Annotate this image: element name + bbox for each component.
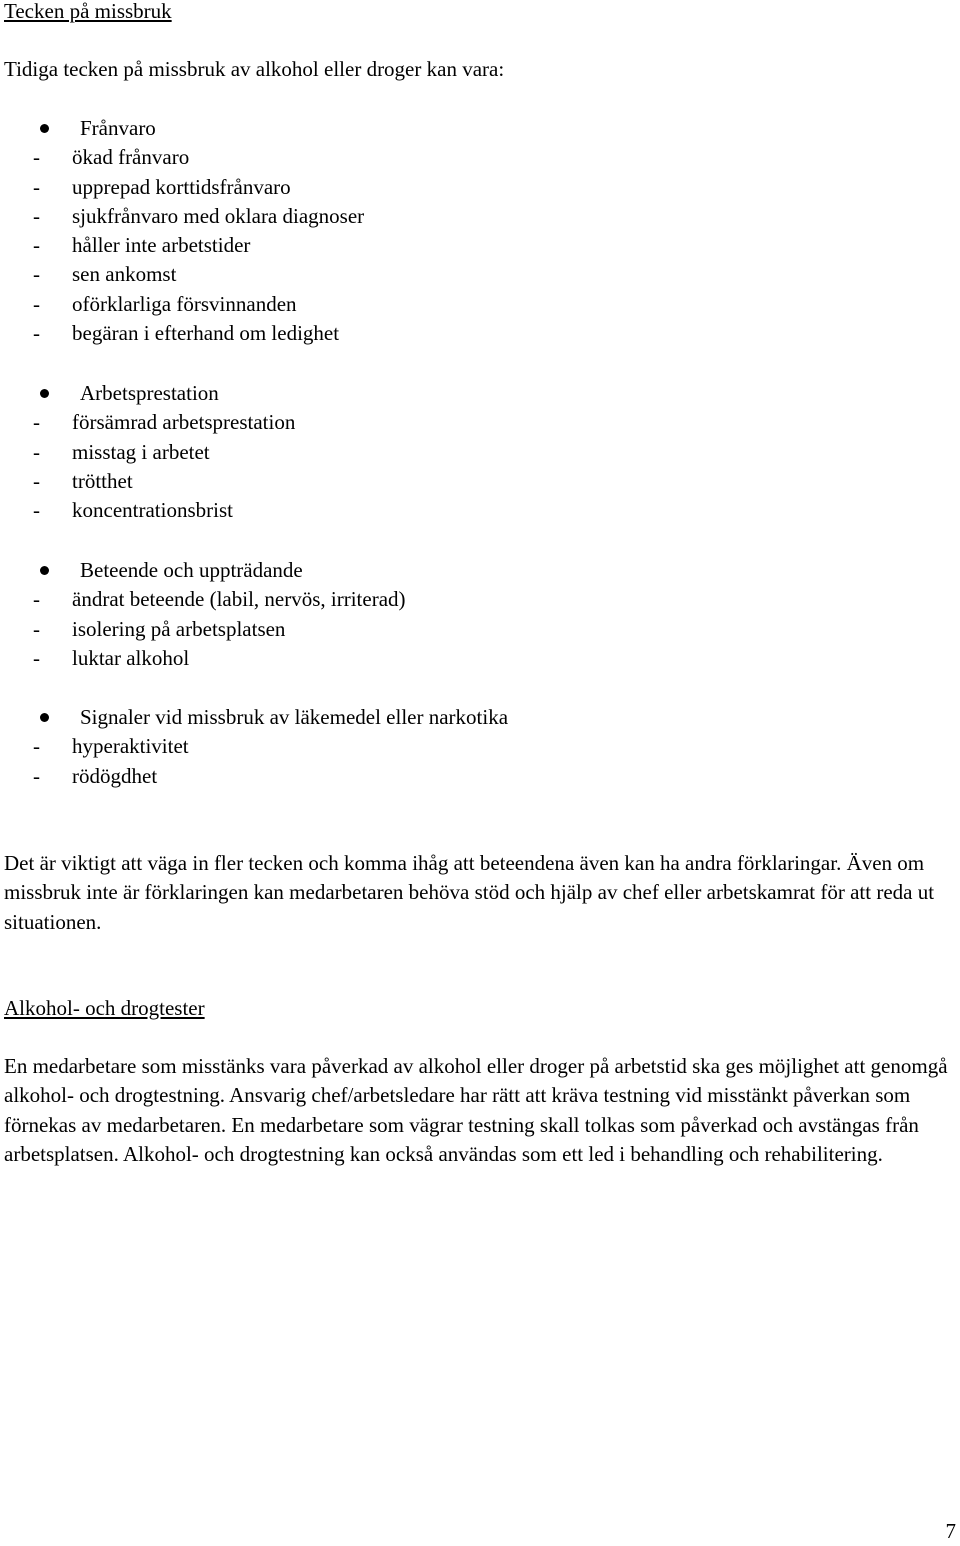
dash-marker: - [33,587,40,612]
list-item-text: koncentrationsbrist [72,498,233,523]
list-item-text: håller inte arbetstider [72,233,251,258]
dash-marker: - [33,145,40,170]
list-item [0,319,960,348]
bullet-item [0,556,960,585]
dash-marker: - [33,616,40,641]
bullet-item [0,379,960,408]
dash-marker: - [33,498,40,523]
list-item [0,290,960,319]
dash-marker: - [33,734,40,759]
list-item-text: trötthet [72,468,133,493]
tests-paragraph: En medarbetare som misstänks vara påverkad av alkohol eller droger på arbetstid ska ges möjlighet att genomgå alkohol- och drogtestning. Ansvarig chef/arbetsledare har rätt att kräva testning vid misstänkt påverkan som förnekas av medarbetaren. En medarbetare som vägrar testning skall tolkas som påverkad och avstängas från arbetsplatsen. Alkohol- och drogtestning kan också användas som ett led i behandling och rehabilitering. [4,1054,948,1166]
sub-list [0,143,960,348]
bullet-dot-icon [40,124,49,133]
dash-marker: - [33,233,40,258]
list-item-text: sen ankomst [72,262,177,287]
dash-marker: - [33,763,40,788]
list-item-text: oförklarliga försvinnanden [72,291,297,316]
dash-marker: - [33,439,40,464]
list-item [0,260,960,289]
list-item-text: begäran i efterhand om ledighet [72,321,340,346]
list-item [0,408,960,437]
bullet-title: Frånvaro [80,116,156,140]
section-heading-drogtester: Alkohol- och drogtester [4,996,205,1020]
list-item [0,143,960,172]
dash-marker: - [33,321,40,346]
list-item-text: ändrat beteende (labil, nervös, irriterad) [72,587,406,612]
list-item [0,496,960,525]
bullet-group-franvaro [0,114,960,348]
sub-list [0,585,960,673]
bullet-dot-icon [40,713,49,722]
bullet-item [0,703,960,732]
list-item [0,202,960,231]
list-item [0,467,960,496]
list-item [0,438,960,467]
dash-marker: - [33,203,40,228]
list-item [0,173,960,202]
bullet-item [0,114,960,143]
list-item [0,732,960,761]
list-item-text: isolering på arbetsplatsen [72,616,286,641]
bullet-group-beteende [0,556,960,673]
list-item [0,644,960,673]
list-item-text: rödögdhet [72,763,158,788]
list-item-text: försämrad arbetsprestation [72,410,296,435]
list-item-text: luktar alkohol [72,645,190,670]
sub-list [0,732,960,791]
bullet-title: Signaler vid missbruk av läkemedel eller narkotika [80,705,509,729]
note-paragraph: Det är viktigt att väga in fler tecken och komma ihåg att beteendena även kan ha andra förklaringar. Även om missbruk inte är förklaringen kan medarbetaren behöva stöd och hjälp av chef eller arbetskamrat för att reda ut situationen. [4,851,935,934]
dash-marker: - [33,468,40,493]
bullet-group-signaler [0,703,960,791]
list-item [0,762,960,791]
list-item [0,615,960,644]
list-item-text: ökad frånvaro [72,145,190,170]
list-item-text: sjukfrånvaro med oklara diagnoser [72,203,365,228]
list-item-text: upprepad korttidsfrånvaro [72,174,291,199]
dash-marker: - [33,262,40,287]
section-heading-tecken: Tecken på missbruk [4,0,172,23]
bullet-dot-icon [40,566,49,575]
list-item [0,585,960,614]
dash-marker: - [33,645,40,670]
list-item [0,231,960,260]
list-item-text: hyperaktivitet [72,734,189,759]
dash-marker: - [33,291,40,316]
page-number: 7 [945,1519,956,1543]
bullet-title: Arbetsprestation [80,381,219,405]
intro-paragraph: Tidiga tecken på missbruk av alkohol eller droger kan vara: [4,57,505,81]
bullet-dot-icon [40,389,49,398]
dash-marker: - [33,410,40,435]
bullet-title: Beteende och uppträdande [80,558,303,582]
dash-marker: - [33,174,40,199]
sub-list [0,408,960,525]
list-item-text: misstag i arbetet [72,439,210,464]
bullet-group-arbetsprestation [0,379,960,525]
